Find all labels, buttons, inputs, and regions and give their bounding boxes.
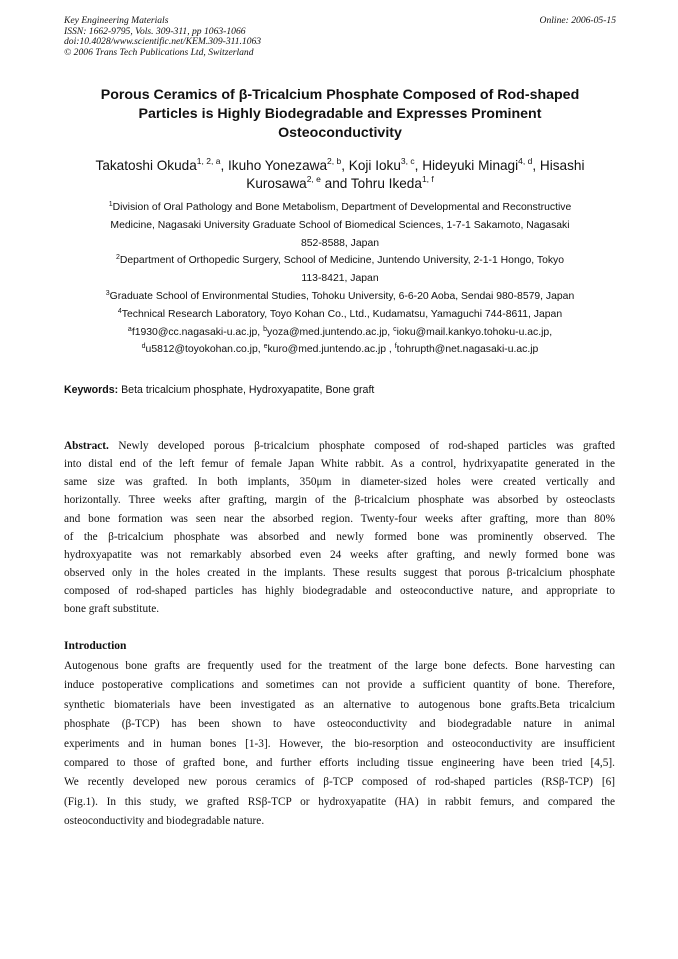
abstract bbox=[64, 437, 615, 618]
email-address: tohrupth@net.nagasaki-u.ac.jp bbox=[396, 344, 539, 356]
email-address: u5812@toyokohan.co.jp, bbox=[145, 344, 261, 356]
author-separator: , bbox=[220, 158, 228, 173]
abstract-line: same size was grafted. In both implants, 350μm in diameter-sized holes were created vertically and bbox=[64, 476, 615, 489]
introduction-body bbox=[64, 657, 615, 832]
author-line bbox=[50, 157, 630, 175]
abstract-line bbox=[64, 437, 615, 455]
paper-title bbox=[64, 86, 616, 143]
email-sup: e bbox=[263, 343, 268, 351]
intro-line: experiments and in human bones [1-3]. However, the bio-resorption and osteoconductivity are insufficient bbox=[64, 737, 615, 750]
author-name: Tohru Ikeda bbox=[350, 176, 422, 191]
intro-line: We recently developed new porous ceramics of β-TCP composed of rod-shaped particles (RSβ-TCP) [6] bbox=[64, 776, 615, 789]
intro-line: (Fig.1). In this study, we grafted RSβ-TCP or hydroxyapatite (HA) in rabbit femurs, and compared the bbox=[64, 795, 615, 808]
affiliation-line: 852-8588, Japan bbox=[301, 237, 379, 249]
affiliation-text: Technical Research Laboratory, Toyo Kohan Co., Ltd., Kudamatsu, Yamaguchi 744-8611, Japan bbox=[121, 308, 563, 320]
affiliation-sup: 1 bbox=[108, 201, 113, 208]
email-line bbox=[50, 324, 630, 342]
affiliation-line bbox=[50, 199, 630, 217]
author-sup: 2, b bbox=[327, 156, 342, 166]
intro-line: Autogenous bone grafts are frequently used for the treatment of the large bone defects. Bone harvesting can bbox=[64, 660, 615, 672]
author-sup: 4, d bbox=[518, 156, 533, 166]
keywords-text: Beta tricalcium phosphate, Hydroxyapatite, Bone graft bbox=[118, 384, 375, 396]
email-address: yoza@med.juntendo.ac.jp, bbox=[267, 326, 391, 338]
intro-line: synthetic biomaterials have been investigated as an alternative to autogenous bone grafts.Beta tricalcium bbox=[64, 698, 615, 711]
affiliation-text: Division of Oral Pathology and Bone Metabolism, Department of Developmental and Reconstructive bbox=[112, 202, 572, 213]
intro-line: phosphate (β-TCP) has been shown to have osteoconductivity and biodegradable nature in animal bbox=[64, 718, 615, 731]
abstract-line: horizontally. Three weeks after grafting, margin of the β-tricalcium phosphate was absorbed by osteoclasts bbox=[64, 494, 615, 507]
title-line: Porous Ceramics of β-Tricalcium Phosphate Composed of Rod-shaped bbox=[100, 87, 580, 103]
journal-doi: doi:10.4028/www.scientific.net/KEM.309-311.1063 bbox=[64, 36, 262, 48]
online-date: Online: 2006-05-15 bbox=[539, 15, 616, 26]
email-address: ioku@mail.kankyo.tohoku-u.ac.jp, bbox=[396, 326, 553, 338]
email-sup: c bbox=[393, 325, 397, 333]
author-name: Ikuho Yonezawa bbox=[228, 158, 328, 173]
author-separator: , bbox=[414, 158, 423, 173]
author-separator: and bbox=[320, 176, 351, 191]
keywords bbox=[64, 384, 616, 396]
author-name: Hideyuki Minagi bbox=[422, 158, 519, 173]
affiliation-text: Graduate School of Environmental Studies, Tohoku University, 6-6-20 Aoba, Sendai 980-8579, Japan bbox=[109, 290, 575, 302]
author-sup: 2, e bbox=[306, 174, 321, 184]
affiliation-sup: 3 bbox=[105, 289, 110, 297]
abstract-line: into distal end of the left femur of female Japan White rabbit. As a control, hydrixyapatite generated in the bbox=[64, 458, 615, 471]
keywords-label: Keywords: bbox=[64, 384, 119, 396]
affiliation-line bbox=[50, 288, 630, 306]
email-sup: d bbox=[141, 343, 146, 351]
affiliation-line bbox=[50, 252, 630, 270]
abstract-label: Abstract. bbox=[64, 440, 109, 452]
affiliation-sup: 4 bbox=[117, 307, 122, 315]
author-list bbox=[50, 157, 630, 193]
author-sup: 1, f bbox=[421, 174, 434, 184]
abstract-line: of the β-tricalcium phosphate was absorbed and newly formed bone was prominently observed. The bbox=[64, 530, 615, 543]
journal-issn: ISSN: 1662-9795, Vols. 309-311, pp 1063-1066 bbox=[64, 25, 246, 37]
abstract-line: bone graft substitute. bbox=[64, 603, 160, 616]
title-line: Particles is Highly Biodegradable and Expresses Prominent bbox=[138, 106, 542, 122]
author-line bbox=[50, 175, 630, 193]
author-separator: , bbox=[532, 158, 540, 173]
abstract-line: observed only in the holes created in the implants. These results suggest that porous β-tricalcium phosphate bbox=[64, 566, 615, 579]
email-sup: b bbox=[263, 325, 267, 333]
intro-line: compared to those of grafted bone, and further efforts including tissue engineering have been tried [4,5]. bbox=[64, 756, 615, 769]
author-sup: 1, 2, a bbox=[196, 156, 221, 166]
affiliation-text: Department of Orthopedic Surgery, School of Medicine, Juntendo University, 2-1-1 Hongo, Tokyo bbox=[119, 255, 565, 267]
journal-copyright: © 2006 Trans Tech Publications Ltd, Switzerland bbox=[64, 46, 254, 58]
affiliation-line: Medicine, Nagasaki University Graduate School of Biomedical Sciences, 1-7-1 Sakamoto, Nagasaki bbox=[110, 219, 570, 231]
author-separator: , bbox=[341, 158, 349, 173]
author-name: Koji Ioku bbox=[348, 158, 401, 173]
affiliations bbox=[50, 199, 630, 359]
affiliation-line: 113-8421, Japan bbox=[301, 273, 379, 285]
journal-header bbox=[64, 16, 616, 58]
email-sup: f bbox=[394, 343, 397, 351]
author-name: Takatoshi Okuda bbox=[95, 158, 197, 173]
affiliation-sup: 2 bbox=[115, 254, 120, 262]
author-sup: 3, c bbox=[400, 156, 415, 166]
email-line bbox=[50, 341, 630, 359]
email-address: f1930@cc.nagasaki-u.ac.jp, bbox=[131, 326, 261, 338]
email-sup: a bbox=[127, 325, 132, 333]
abstract-text: Newly developed porous β-tricalcium phosphate composed of rod-shaped particles was grafted bbox=[108, 440, 615, 452]
section-heading-introduction: Introduction bbox=[64, 640, 127, 652]
author-name-cont: Kurosawa bbox=[246, 176, 307, 191]
author-name: Hisashi bbox=[539, 158, 585, 173]
journal-name: Key Engineering Materials bbox=[64, 15, 169, 26]
abstract-line: composed of rod-shaped particles has highly biodegradable and osteoconductive nature, and appropriate to bbox=[64, 585, 615, 598]
intro-line: osteoconductivity and biodegradable nature. bbox=[64, 815, 265, 828]
affiliation-line bbox=[50, 306, 630, 324]
abstract-line: hydroxyapatite was not remarkably absorbed even 24 weeks after grafting, and newly formed bone was bbox=[64, 548, 615, 561]
intro-line: induce postoperative complications and sometimes can not provide a sufficient quantity of bone. Therefore, bbox=[64, 679, 615, 692]
abstract-line: and bone formation was seen near the absorbed region. Twenty-four weeks after grafting, more than 80% bbox=[64, 512, 615, 525]
title-line: Osteoconductivity bbox=[278, 125, 402, 141]
email-address: kuro@med.juntendo.ac.jp , bbox=[267, 344, 392, 356]
